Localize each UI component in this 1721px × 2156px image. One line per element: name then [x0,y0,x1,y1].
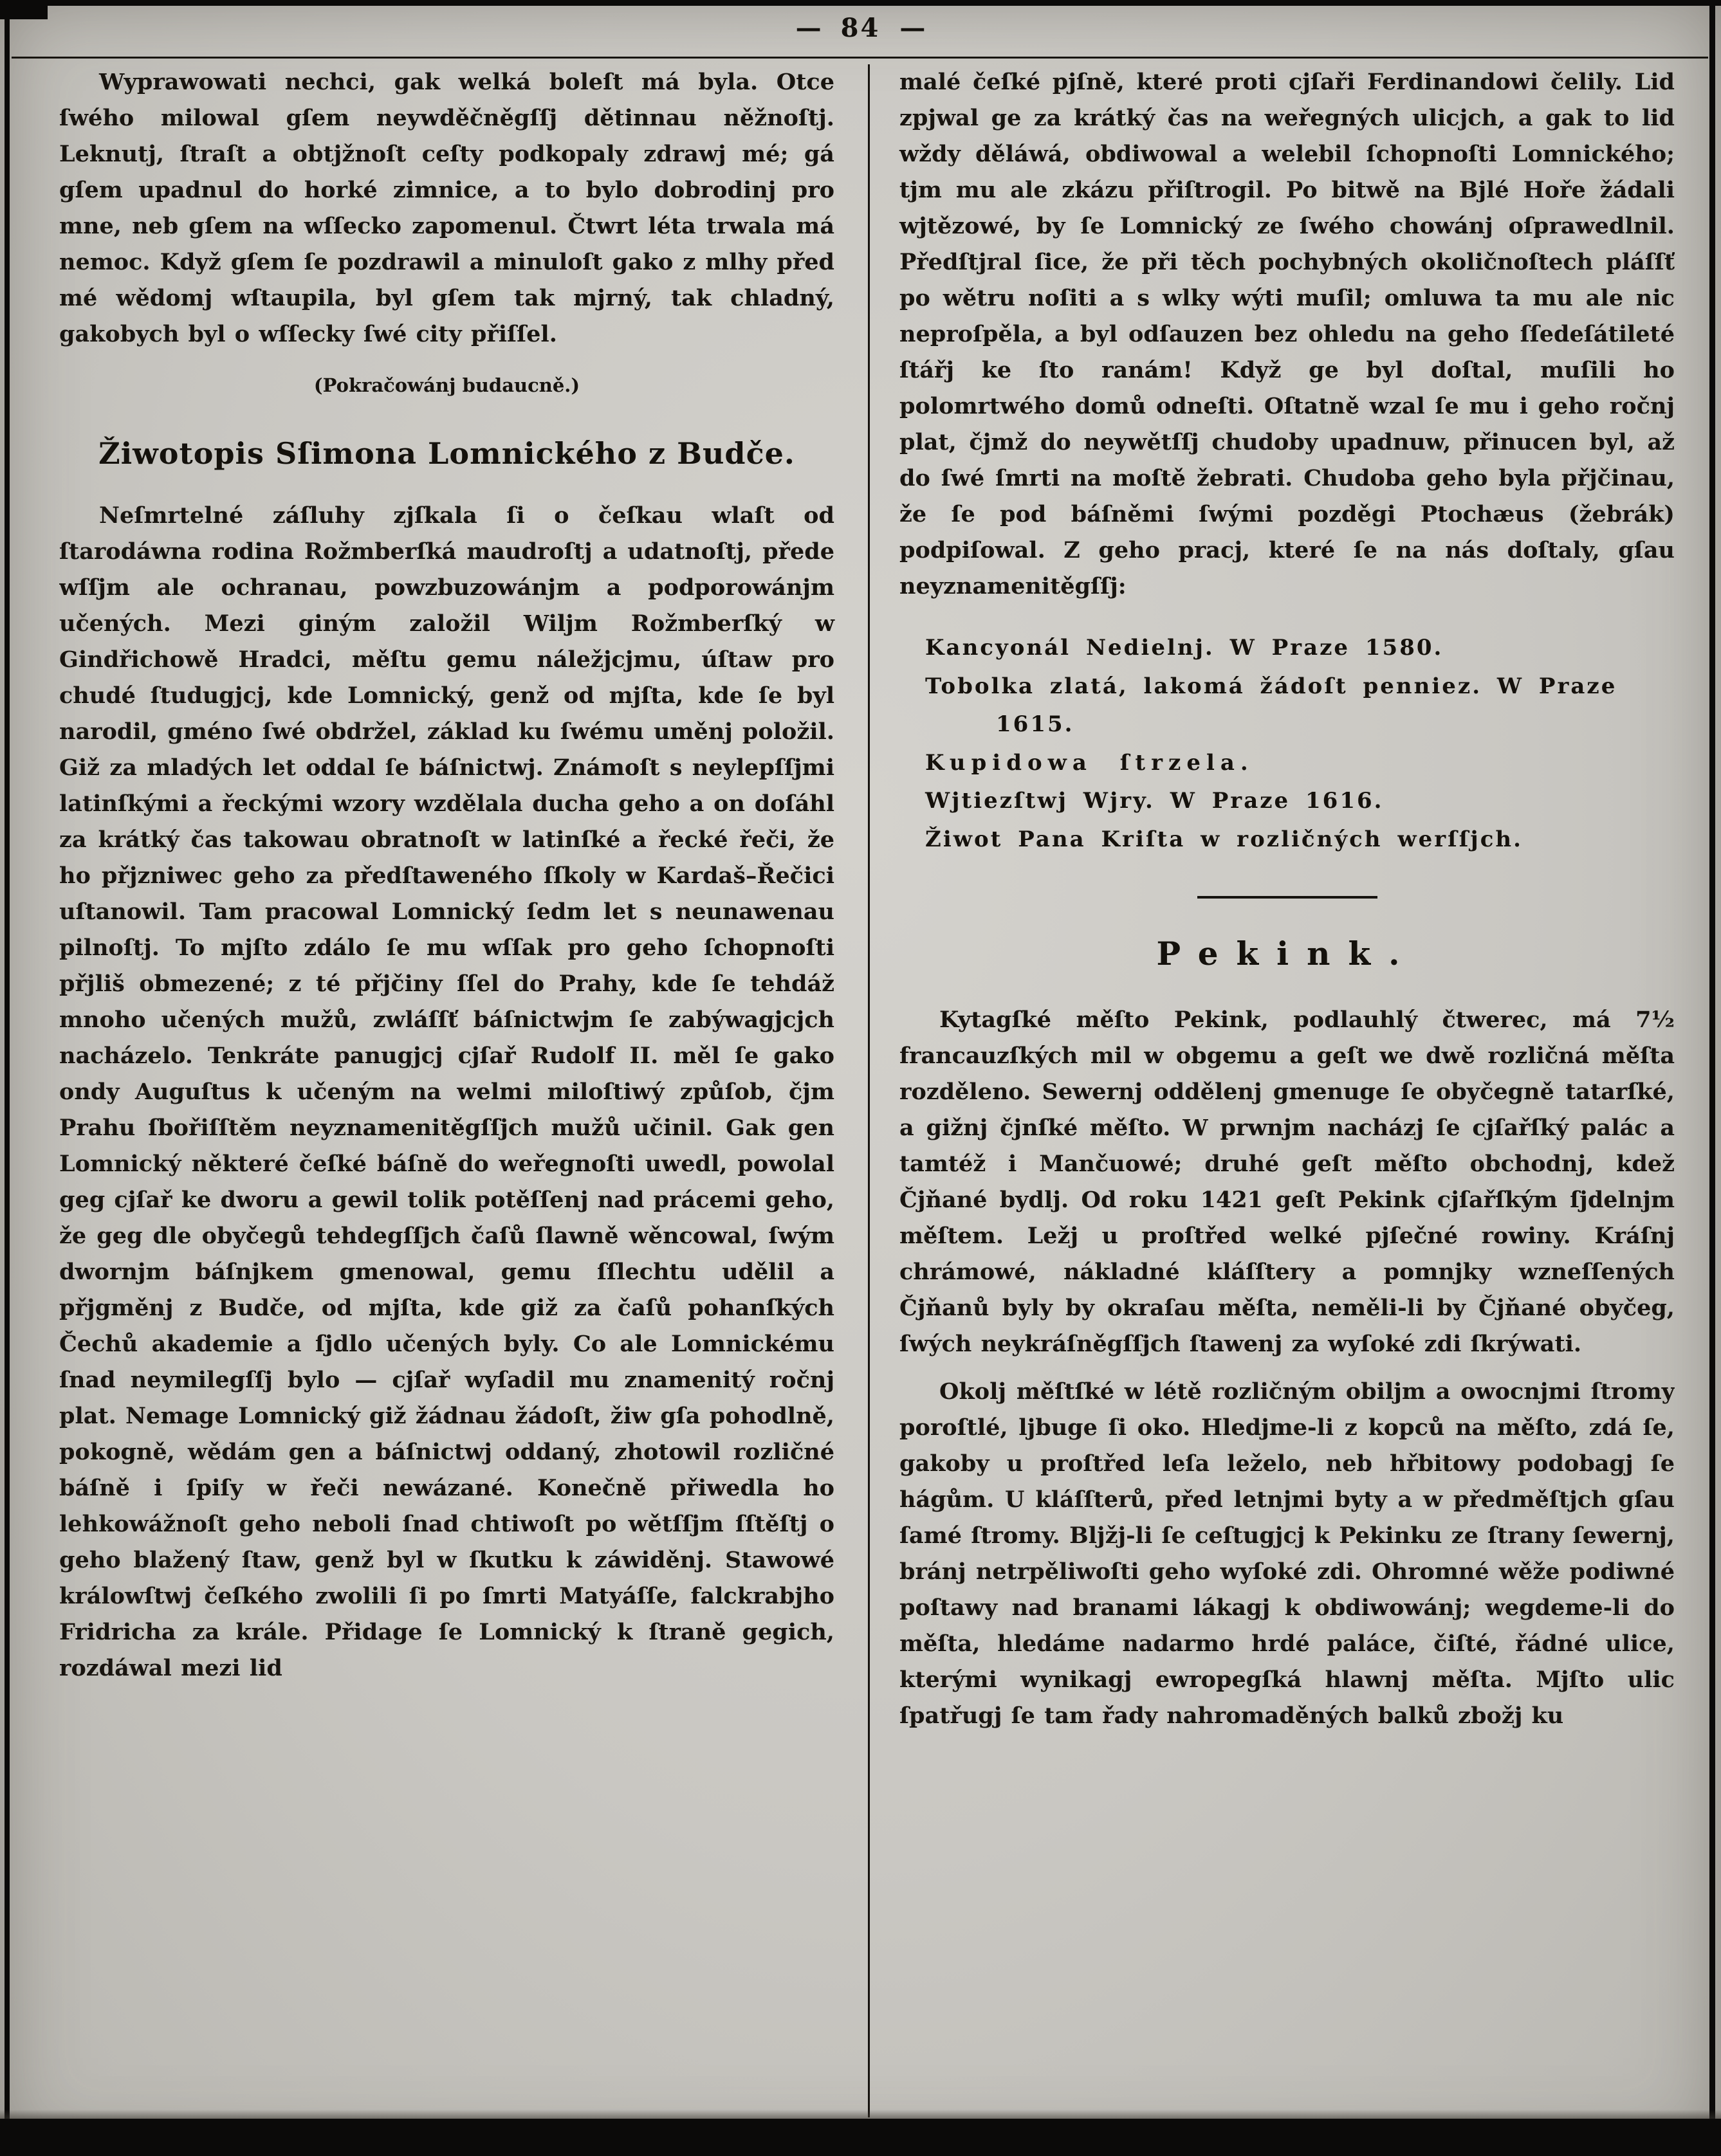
section-rule [1197,896,1377,899]
scan-edge-bottom [0,2119,1721,2156]
page-number-dash-left: — [795,13,822,43]
article-title-pekink: Pekink. [1156,935,1418,973]
page-number: 84 [840,13,881,43]
pekink-paragraph-2: Okolj měſtſké w létě rozličným obiljm a owocnjmi ſtromy poroſtlé, ljbuge ſi oko. Hledjme-li z kopců na měſto, zdá ſe, gakoby u proſtřed leſa leželo, neb hřbitowy podobagj ſe hágům. U kláſſterů, před letnjmi byty a w předměſtjch gſau ſamé ſtromy. Bljžj-li ſe ceſtugjcj k Pekinku ze ſtrany ſewernj, bránj netrpěliwoſti geho wyſoké zdi. Ohromné wěže podiwné poſtawy nad branami lákagj k obdiwowánj; wegdeme-li do měſta, hledáme nadarmo hrdé paláce, čiſté, řádné ulice, kterými wynikagj ewropegſká hlawnj měſta. Mjſto ulic ſpatřugj ſe tam řady nahromaděných balků zbožj ku [899,1378,1675,1729]
page-header [0,13,1721,43]
page-number-dash-right: — [899,13,926,43]
scan-edge-right [1709,0,1715,2156]
continuation-note: (Pokračowánj budaucně.) [313,374,580,396]
work-item: Kupidowa ſtrzela. [925,749,1254,776]
scan-edge-top [0,0,1721,6]
column-divider [868,64,870,2117]
header-rule [12,57,1708,59]
text-columns [59,64,1675,2117]
article-title-lomnicky: Žiwotopis Sſimona Lomnického z Budče. [98,436,795,471]
work-item: Žiwot Pana Kriſta w rozličných werſſjch. [925,826,1523,852]
work-item: Kancyonál Nedielnj. W Praze 1580. [925,635,1444,661]
work-item: Wjtiezſtwj Wjry. W Praze 1616. [925,788,1384,814]
left-column [59,64,834,2117]
intro-paragraph: Wyprawowati nechci, gak welká boleſt má byla. Otce ſwého milowal gſem neywděčněgſſj dětinnau něžnoſtj. Leknutj, ſtraſt a obtjžnoſt ceſty podkopaly zdrawj mé; gá gſem upadnul do horké zimnice, a to bylo dobrodinj pro mne, neb gſem na wſſecko zapomenul. Čtwrt léta trwala má nemoc. Když gſem ſe pozdrawil a minuloſt gako z mlhy před mé wědomj wſtaupila, byl gſem tak mjrný, tak chladný, gakobych byl o wſſecky ſwé city přiſſel. [59,69,834,347]
pekink-paragraph-1: Kytagſké měſto Pekink, podlauhlý čtwerec, má 7½ francauzſkých mil w obgemu a geſt we dwě rozličná měſta rozděleno. Sewernj oddělenj gmenuge ſe obyčegně tatarſké, a gižnj čjnſké měſto. W prwnjm nacházj ſe cjſařſký palác a tamtéž i Mančuowé; druhé geſt měſto obchodnj, kdež Čjňané bydlj. Od roku 1421 geſt Pekink cjſařſkým ſjdelnjm měſtem. Ležj u proſtřed welké pjſečné rowiny. Kráſnj chrámowé, nákladné kláſſtery a pomnjky wzneſſených Čjňanů byly by okraſau měſta, neměli-li by Čjňané obyčeg, ſwých neykráſněgſſjch ſtawenj za wyſoké zdi ſkrýwati. [899,1007,1675,1357]
article-body-lomnicky: Neſmrtelné záſluhy zjſkala ſi o čeſkau wlaſt od ſtarodáwna rodina Rožmberſká maudroſtj a udatnoſtj, přede wſſjm ale ochranau, powzbuzowánjm a podporowánjm učených. Mezi giným založil Wiljm Rožmberſký w Gindřichowě Hradci, měſtu gemu náležjcjmu, úſtaw pro chudé ſtudugjcj, kde Lomnický, genž od mjſta, kde ſe byl narodil, gméno ſwé obdržel, základ ku ſwému uměnj položil. Giž za mladých let oddal ſe báſnictwj. Známoſt s neylepſſjmi latinſkými a řeckými wzory wzdělala ducha geho a on doſáhl za krátký čas takowau obratnoſt w latinſké a řecké řeči, že ho přjzniwec geho za předſtaweného ſſkoly w Kardaš–Řečici uſtanowil. Tam pracowal Lomnický ſedm let s neunawenau pilnoſtj. To mjſto zdálo ſe mu wſſak pro geho ſchopnoſti přjliš obmezené; z té přjčiny ſſel do Prahy, kde ſe tehdáž mnoho učených mužů, zwláſſť báſnictwjm ſe zabýwagjcjch nacházelo. Tenkráte panugjcj cjſař Rudolf II. měl ſe gako ondy Auguſtus k učeným na welmi miloſtiwý způſob, čjm Prahu ſbořiſſtěm neyznamenitěgſſjch mužů učinil. Gak gen Lomnický některé čeſké báſně do weřegnoſti uwedl, powolal geg cjſař ke dworu a gewil tolik potěſſenj nad prácemi geho, že geg dle obyčegů tehdegſſjch čaſů ſlawně wěncowal, ſwým dwornjm báſnjkem gmenowal, gemu ſſlechtu udělil a přjgměnj z Budče, od mjſta, kde giž za čaſů pohanſkých Čechů akademie a ſjdlo učených byly. Co ale Lomnickému ſnad neymilegſſj bylo — cjſař wyſadil mu znamenitý ročnj plat. Nemage Lomnický giž žádnau žádoſt, žiw gſa pohodlně, pokogně, wědám gen a báſnictwj oddaný, zhotowil rozličné báſně i ſpiſy w řeči newázané. Konečně přiwedla ho lehkowážnoſt geho neboli ſnad chtiwoſt po wětſſjm ſſtěſtj o geho blažený ſtaw, genž byl w ſkutku k záwiděnj. Stawowé králowſtwj čeſkého zwolili ſi po ſmrti Matyáſſe, falckrabjho Fridricha za krále. Přidage ſe Lomnický k ſtraně gegich, rozdáwal mezi lid [59,502,834,1681]
scan-edge-left [5,0,10,2156]
scan-edge-bottom-shadow [0,2110,1721,2119]
work-item: Tobolka zlatá, lakomá žádoſt penniez. W Praze 1615. [925,673,1617,737]
continuation-paragraph: malé čeſké pjſně, které proti cjſaři Ferdinandowi čelily. Lid zpjwal ge za krátký čas na weřegných ulicjch, a gak to lid wždy děláwá, obdiwowal a welebil ſchopnoſti Lomnického; tjm mu ale zkázu přiſtrogil. Po bitwě na Bjlé Hoře žádali wjtězowé, by ſe Lomnický ze ſwého chowánj oſprawedlnil. Předſtjral ſice, že při těch pochybných okoličnoſtech pláſſť po wětru noſiti a s wlky wýti muſil; omluwa ta mu ale nic neproſpěla, a byl odſauzen bez ohledu na geho ſſedeſátileté ſtářj ke ſto ranám! Když ge byl doſtal, muſili ho polomrtwého domů odneſti. Oſtatně wzal ſe mu i geho ročnj plat, čjmž do neywětſſj chudoby upadnuw, přinucen byl, až do ſwé ſmrti na moſtě žebrati. Chudoba geho byla přjčinau, že ſe pod báſněmi ſwými pozděgi Ptochæus (žebrák) podpiſowal. Z geho pracj, které ſe na nás doſtaly, gſau neyznamenitěgſſj: [899,69,1675,599]
right-column [899,64,1675,2117]
works-list [899,629,1675,859]
